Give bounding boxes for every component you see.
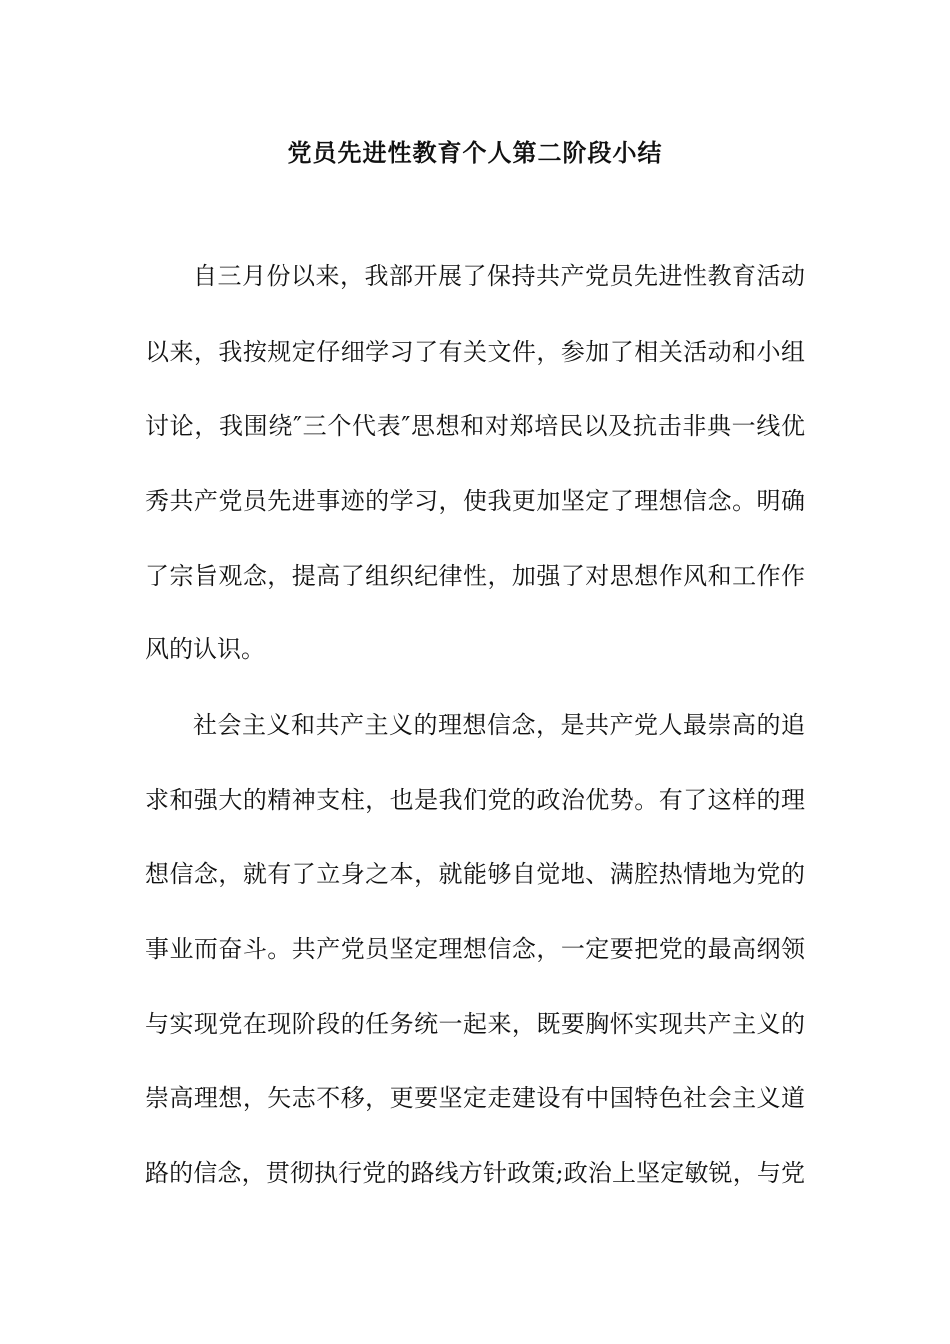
paragraph-1-line-4: 秀共产党员先进事迹的学习，使我更加坚定了理想信念。明确 <box>145 487 805 515</box>
paragraph-1-line-2: 以来，我按规定仔细学习了有关文件，参加了相关活动和小组 <box>145 338 805 366</box>
paragraph-2-line-5: 与实现党在现阶段的任务统一起来，既要胸怀实现共产主义的 <box>145 1010 805 1038</box>
paragraph-2-line-2: 求和强大的精神支柱，也是我们党的政治优势。有了这样的理 <box>145 786 805 814</box>
paragraph-2-line-6: 崇高理想，矢志不移，更要坚定走建设有中国特色社会主义道 <box>145 1084 805 1112</box>
document-title: 党员先进性教育个人第二阶段小结 <box>287 138 663 167</box>
paragraph-1-line-1: 自三月份以来，我部开展了保持共产党员先进性教育活动 <box>193 262 805 290</box>
paragraph-2-line-4: 事业而奋斗。共产党员坚定理想信念，一定要把党的最高纲领 <box>145 935 805 963</box>
paragraph-1-line-3: 讨论，我围绕″三个代表″思想和对郑培民以及抗击非典一线优 <box>145 412 805 440</box>
paragraph-2-line-7: 路的信念，贯彻执行党的路线方针政策;政治上坚定敏锐，与党 <box>145 1159 805 1187</box>
paragraph-2-line-3: 想信念，就有了立身之本，就能够自觉地、满腔热情地为党的 <box>145 860 805 888</box>
paragraph-1-line-6: 风的认识。 <box>145 635 265 663</box>
paragraph-2-line-1: 社会主义和共产主义的理想信念，是共产党人最崇高的追 <box>193 711 805 739</box>
paragraph-1-line-5: 了宗旨观念，提高了组织纪律性，加强了对思想作风和工作作 <box>145 562 805 590</box>
